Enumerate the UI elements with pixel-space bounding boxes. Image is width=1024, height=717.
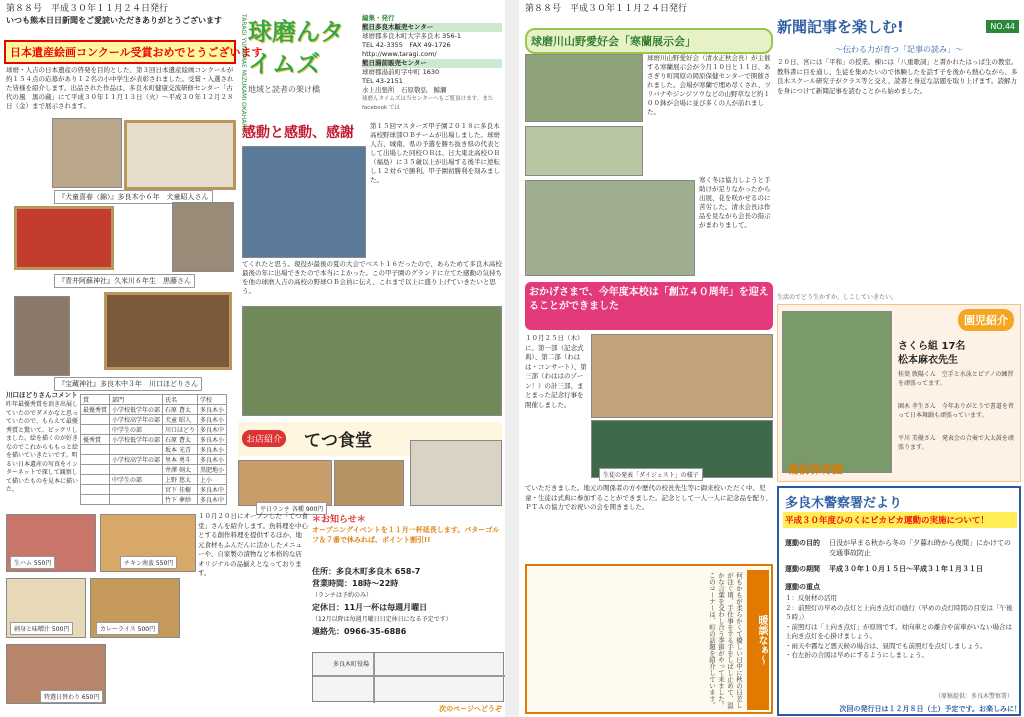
right-page [519,0,1024,717]
table-row: 優秀賞 小学校低学年の部 石原 蒼太 多良木小 [81,435,227,445]
publisher-tel-1: TEL 42-3355 FAX 49-1726 [362,41,451,49]
publisher-office-1: 熊日多良木販売センター [362,23,502,32]
table-header-cell: 氏名 [163,395,198,405]
en-tag: 園児紹介 [958,309,1014,331]
table-row: 中学生の部 川口ほどり 多良木中 [81,425,227,435]
painting-3 [104,292,232,370]
kansha-title: 感動と感動、感謝 [242,125,354,141]
publisher-addr-1: 球磨郡多良木町大字多良木 356-1 [362,32,461,40]
osirase-body: オープニングイベントを１１月一杯延長します。バターゴルフ＆７番で休みれば、ポイント割引!! [312,526,500,544]
police-period-label: 運動の期間 [785,565,820,573]
kiku-body-2: 寒く冬は協力しようと手助けが足りなかったから出展、花を咲かせるのに苦労した。清水会長は作品を見ながら会長の指示がまわりまして。 [699,176,771,229]
publisher-label: 編集・発行 [362,14,395,22]
student-photo-3 [14,296,70,376]
publisher-tel-2: TEL 43-2151 [362,77,403,85]
dish-photo-2 [334,460,404,506]
danran-body: 何もかもが柔らかくて優しい日中に秋の日差しが注ぐ頃、手仕事をする手をしばし止めて、温かな言葉を交わし合う季節がやって来ました。このコーナーは、町の話題を紹介しています。 [708,572,743,709]
student-photo-2 [172,202,234,272]
shop-map [312,652,504,702]
shinbun-subtitle: 〜伝わる力が育つ「記事の読み」〜 [835,45,963,54]
shinbun-number: NO.44 [986,20,1019,33]
kiku-title: 球磨川山野愛好会「寒蘭展示会」 [525,28,773,54]
table-row: 坂本 光青 多良木小 [81,445,227,455]
table-header-cell: 部門 [110,395,163,405]
table-row: 宮下 佳樹 多良木中 [81,485,227,495]
orchid-photo-2 [525,126,643,176]
en-class: さくら組 17名 [898,341,966,352]
police-point-2: ２：前照灯の早めの点灯と上向き点灯の励行（早めの点灯時間の目安は「午後５時」） [785,603,1013,621]
artist-note-label: 川口ほどりさんコメント [6,391,78,399]
kinen-caption: 生徒の発表「ダイジェスト」の様子 [599,468,703,481]
masthead-subtitle: 地域と読者の架け橋 [248,85,320,94]
kinen-body-2: ていただきました。地元の関係者の方や歴代の校長先生等に御来校いただく中、児童・生徒は式典に参加することができました。記念として一人一人に記念品を配り、ＰＴＡの協力でお祝いの会を開きました。 [525,484,772,511]
en-name: 湯前保育園 [788,463,843,476]
en-note-2: 園木 孝生さん 今年ありがとうで書道を習って日本舞踊も頑張っています。 [898,403,1014,419]
chef-photo [410,440,502,506]
dish-caption-don: カレーライス 500円 [96,622,159,635]
team-photo [242,306,502,416]
publisher-extra: 水上出張所 石原敬弘 鯨瀬 [362,86,447,94]
shop-hours-note: （ランチは予約のみ） [312,592,373,599]
publisher-url[interactable]: http://www.taragi.com/ [362,50,437,58]
police-period: 平成３０年１０月１５日〜平成３１年１月３１日 [829,565,983,573]
police-title: 多良木警察署だより [785,496,903,511]
award-table [80,394,227,505]
publisher-office-2: 熊日湯前販売センター [362,59,502,68]
kids-photo [782,311,892,473]
issue-date: 第８８号 平成３０年１１月２４日発行 [6,4,169,14]
police-purpose-label: 運動の目的 [785,539,820,547]
dish-caption-nanban: チキン南蛮 550円 [120,556,177,569]
shop-name: てつ食堂 [304,431,372,451]
shop-address: 住所：多良木町多良木 658-7 [312,567,421,576]
dish-caption-ham: 生ハム 550円 [10,556,55,569]
orchid-photo-1 [525,54,643,122]
police-point-3: ・前照灯は「上向き点灯」が原則です。対向車との離合や前車がいない場合は上向き点灯を心掛けましょう。 [785,622,1012,640]
caption-2: 『青井阿蘇神社』久米川６年生 黒藤さん [54,274,195,288]
police-point-1: １：反射材の活用 [785,594,837,602]
table-row: 中学生の部 上野 悠太 上小 [81,475,227,485]
page-gutter [505,0,519,717]
ceremony-photo [591,334,773,418]
kinen-banner: おかげさまで、今年度本校は「創立４０周年」を迎えることができました [529,287,769,312]
shinbun-footer: 生活のでどう生かすか、しこしていきたい。 [777,294,898,301]
police-point-4: ・雨天や霧など悪天候の場合は、昼間でも前照灯を点灯しましょう。 [785,641,987,650]
police-point-5: ・右左折の合図は早めにするようにしましょう。 [785,651,928,659]
student-photo-1 [52,118,122,188]
kansha-body: 第１５回マスターズ甲子園２０１８に多良木高校野球部ＯＢチームが出場しました。球磨人吉、城南、県の予選を勝ち抜き県の代表として出場した同校ＯＢは、日大東北高校ＯＢ（福島）に３５歳以上が出場する後半に逆転し１２対６で勝利。甲子園初勝利を刻みました。 [370,122,500,184]
issue-date-right: 第８８号 平成３０年１１月２４日発行 [525,4,688,14]
publisher-addr-2: 球磨郡湯前町字中町 1630 [362,68,440,76]
map-label: 多良木町役場 [333,661,370,668]
kinen-body: １０月２５日（木）に、第一部（記念式典）、第二部（わはは・コンサート）、第三部（わははのゾーン！）の計三部、まとまった記念行事を開催しました。 [525,334,587,409]
contest-body: 球磨・人吉の日本遺産の啓発を目的とした、第３回日本遺産絵画コンクールが約１５４点の応募があり１２名の小中学生が表彰されました。受賞・入選された皆様を紹介します。出品された作品は、多良木町健康交流研修センター「古代の風 黒の蔵」にて平成３０年１１月１３日（火）〜平成３０年１２月２８日（金）まで展示されます。 [6,66,234,110]
police-purpose: 日没が早まる秋から冬の「夕暮れ時から夜間」にかけての交通事故防止 [829,539,1011,557]
dish-caption-sashimi: 刺身と味噌汁 500円 [10,622,73,635]
en-teacher: 松本麻衣先生 [898,355,958,366]
masthead-vertical-text: TARAGI YUNOMAE MIZUKAMI OKAHARU [240,14,247,132]
table-header-cell: 賞 [81,395,110,405]
left-page [0,0,505,717]
table-row: 最優秀賞 小学校低学年の部 石原 蒼太 多良木小 [81,405,227,415]
shop-tag: お店紹介 [242,430,286,447]
dish-caption-lunch: 平日ランチ 各種 900円 [256,502,327,515]
table-header-cell: 学校 [198,395,227,405]
shinbun-title: 新聞記事を楽しむ! [777,18,904,36]
contest-banner: 日本遺産絵画コンクール受賞おめでとうございます [4,40,236,64]
police-sign: （原稿提供：多良木警察署） [934,693,1013,700]
table-row: 小学校高学年の部 犬童 昭人 多良木小 [81,415,227,425]
table-row: 竹下 夢紗 多良木中 [81,495,227,505]
dish-caption-special: 特選日替わり 650円 [40,690,103,703]
shop-closed-note: （12月以降は毎週月曜日日定休日になる予定です） [312,616,452,623]
caption-1: 『犬童喜春（錦）』多良木小６年 犬童昭人さん [54,190,213,204]
osirase-title: ＊お知らせ＊ [312,515,366,525]
police-points-label: 運動の重点 [785,583,820,591]
shop-tel: 連絡先：0966-35-6886 [312,627,407,636]
kansha-body-2: てくれたと思う。現役が最後の夏の大会でベスト１６だったので、あらためて多良木高校最後の年に出場できたので本当によかった。この甲子園のグランドに立てた感動の気持ちを他の球磨人吉の高校の野球ＯＢ会員に伝え、これまで以上に盛り上げていきたいと思う。 [242,260,502,295]
shop-closed: 定休日：11月一杯は毎週月曜日 [312,603,428,612]
right-footer: 次回の発行日は１２月８日（土）予定です。お楽しみに！ [839,705,1021,713]
shinbun-body: ２０日、宮には「平和」の授業。棟には「八重歌詞」と書かれたはっぱ生の教室。教科書に目を通し、生徒を集めたいので体験したを話す子を後から熱心ながら、多良木スクール研究子がクラス等と交え、読書と身近な話題を取り上げます。読解力を身につけて新聞記事を読むことから始めました。 [777,58,1018,95]
en-note-1: 桂葉 敦陽くん 空手と水泳とピアノの練習を頑張ってます。 [898,371,1014,387]
masthead-logo: 球磨んタイムズ [248,18,344,78]
stadium-photo [242,146,366,258]
table-row: 小学校高学年の部 里本 勇斗 多良木小 [81,455,227,465]
caption-3: 『宝蔵神社』多良木中３年 川口ほどりさん [54,377,202,391]
table-row: 井澤 剣太 黒肥地小 [81,465,227,475]
publisher-note: 球磨んタイムズは当センターへもご覧頂けます。また facebook では [362,96,494,111]
police-banner: 平成３０年度ひのくにピカピカ運動の実施について！ [783,512,1017,528]
shop-hours: 営業時間：18時〜22時 [312,579,399,588]
dish-photo-lunch [238,460,332,506]
painting-2 [14,206,114,270]
award-table-header [81,395,227,405]
artist-note-body: 昨年最優秀賞を頂き出展していたのでダメかなと思っていたので、もらえて最優秀賞と驚いて。ビックリしました。絵を描くのが好きなのでこれからももっと絵を描いていきたいです。明るい日本遺産の写真をインターネットで探して観察して描いたものを見本に描いた。 [6,401,79,493]
next-page-link[interactable]: 次のページへどうぞ [439,705,502,713]
painting-1 [124,120,236,190]
tagline: いつも熊本日日新聞をご愛読いただきありがとうございます [6,16,222,25]
kiku-body: 球磨川山野愛好会（清水正秋会長）が主催する寒蘭展示会が今月１０日と１１日、あさぎり町岡原の岡原保健センターで開催されました。会場が寒蘭で埋め尽くされ、ツリバナやジンジソウなどの山野草など約１００鉢が会場に並び多くの人が訪れました。 [647,54,771,116]
shop-body: １０月２０日にオープンした「てつ食堂」さんを紹介します。魚料理を中心とする創作料理を提供するほか、地元食材もふんだんに活かしたメニューや、自家製の漬物など本格的な店オリジナルの品揃えとなっております。 [198,512,308,577]
danran-label: 暖談なぁ〜 [747,570,769,710]
en-note-3: 平川 美優さん 発表会の合奏で大太鼓を頑張ります。 [898,435,1014,451]
orchid-group-photo [525,180,695,276]
